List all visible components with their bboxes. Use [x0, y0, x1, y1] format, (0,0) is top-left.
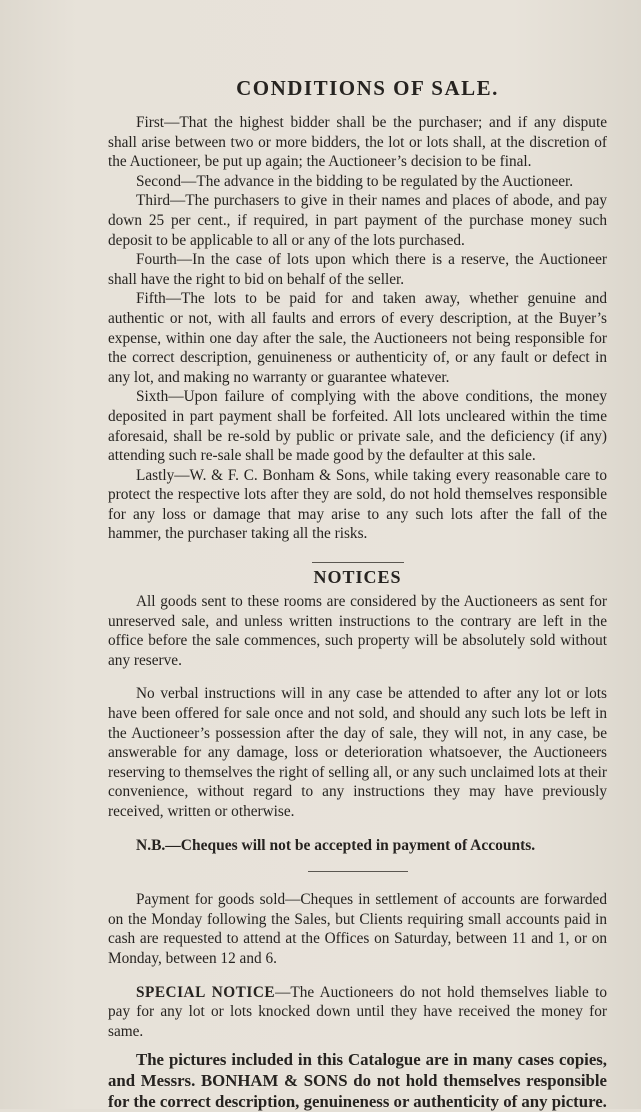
- condition-second: [108, 172, 607, 192]
- special-notice-lead: SPECIAL NOTICE: [136, 983, 276, 1001]
- condition-lead: Third: [136, 192, 170, 210]
- condition-text: —The lots to be paid for and taken away, whether genuine and authentic or not, with all faults and errors of every description, at the Buyer’s expense, within one day after the sale, the Auctioneers not being responsible for the correct description, genuineness or authenticity of, or any fault or defect in any lot, and making no warranty or guarantee whatever.: [108, 290, 607, 386]
- spacer: [108, 969, 607, 983]
- condition-text: —W. & F. C. Bonham & Sons, while taking every reasonable care to protect the respective lots after they are sold, do not hold themselves responsible for any loss or damage that may arise to any such lots after the fall of the hammer, the purchaser taking all the risks.: [108, 466, 607, 543]
- special-notice-text: —The Auctioneers do not hold themselves liable to pay for any lot or lots knocked down until they have received the money for same.: [108, 983, 608, 1040]
- spacer: [108, 670, 607, 684]
- condition-sixth: [108, 387, 607, 465]
- nb-notice: N.B.—Cheques will not be accepted in payment of Accounts.: [136, 836, 536, 854]
- condition-text: —The purchasers to give in their names and places of abode, and pay down 25 per cent., if required, in part payment of the purchase money such deposit to be applicable to all or any of the lots purchased.: [108, 192, 607, 249]
- divider: [308, 871, 408, 872]
- conditions-list: [108, 113, 607, 544]
- condition-lead: Second: [136, 172, 182, 190]
- condition-text: —That the highest bidder shall be the purchaser; and if any dispute shall arise between two or more bidders, the lot or lots shall, at the discretion of the Auctioneer, be put up again; the Auctioneer’s decision to be final.: [108, 114, 607, 171]
- condition-lead: Fourth: [136, 251, 177, 269]
- page-title: CONDITIONS OF SALE.: [236, 76, 499, 100]
- condition-lead: Sixth: [136, 388, 169, 406]
- condition-fourth: [108, 250, 607, 289]
- condition-text: —Upon failure of complying with the above conditions, the money deposited in part payment shall be forfeited. All lots uncleared within the time aforesaid, shall be re-sold by public or private sale, and the deficiency (if any) attending such re-sale shall be made good by the defaulter at this sale.: [108, 388, 607, 465]
- condition-third: [108, 191, 607, 250]
- condition-lastly: [108, 466, 607, 544]
- condition-lead: Lastly: [136, 466, 175, 484]
- condition-text: —The advance in the bidding to be regulated by the Auctioneer.: [181, 172, 574, 190]
- spacer: [108, 822, 607, 836]
- condition-text: —In the case of lots upon which there is a reserve, the Auctioneer shall have the right to bid on behalf of the seller.: [108, 251, 607, 288]
- special-notice: [108, 983, 607, 1042]
- payment-notice: Payment for goods sold—Cheques in settlement of accounts are forwarded on the Monday following the Sales, but Clients requiring small accounts paid in cash are requested to attend at the Offices on Saturday, between 11 and 1, or on Monday, between 12 and 6.: [108, 891, 607, 967]
- spacer: [108, 1041, 607, 1049]
- condition-first: [108, 113, 607, 172]
- notice-paragraph: No verbal instructions will in any case be attended to after any lot or lots have been offered for sale once and not sold, and should any such lots be left in the Auctioneer’s possession after the day of sale, they will not, in any case, be answerable for any damage, loss or deterioration whatsoever, the Auctioneers reserving to themselves the right of selling all, or any such unclaimed lots at their convenience, without regard to any instructions they may have previously received, written or otherwise.: [108, 685, 607, 820]
- condition-lead: First: [136, 114, 165, 131]
- notice-paragraph: All goods sent to these rooms are considered by the Auctioneers as sent for unreserved sale, and unless written instructions to the contrary are left in the office before the sale commences, such property will be absolutely sold without any reserve.: [108, 593, 607, 669]
- divider: [312, 562, 404, 563]
- condition-lead: Fifth: [136, 290, 166, 308]
- notices-heading: NOTICES: [313, 567, 402, 588]
- pictures-notice: The pictures included in this Catalogue are in many cases copies, and Messrs. BONHAM & SONS do not hold themselves responsible for the correct description, genuineness or authenticity of any picture.: [108, 1050, 607, 1112]
- condition-fifth: [108, 289, 607, 387]
